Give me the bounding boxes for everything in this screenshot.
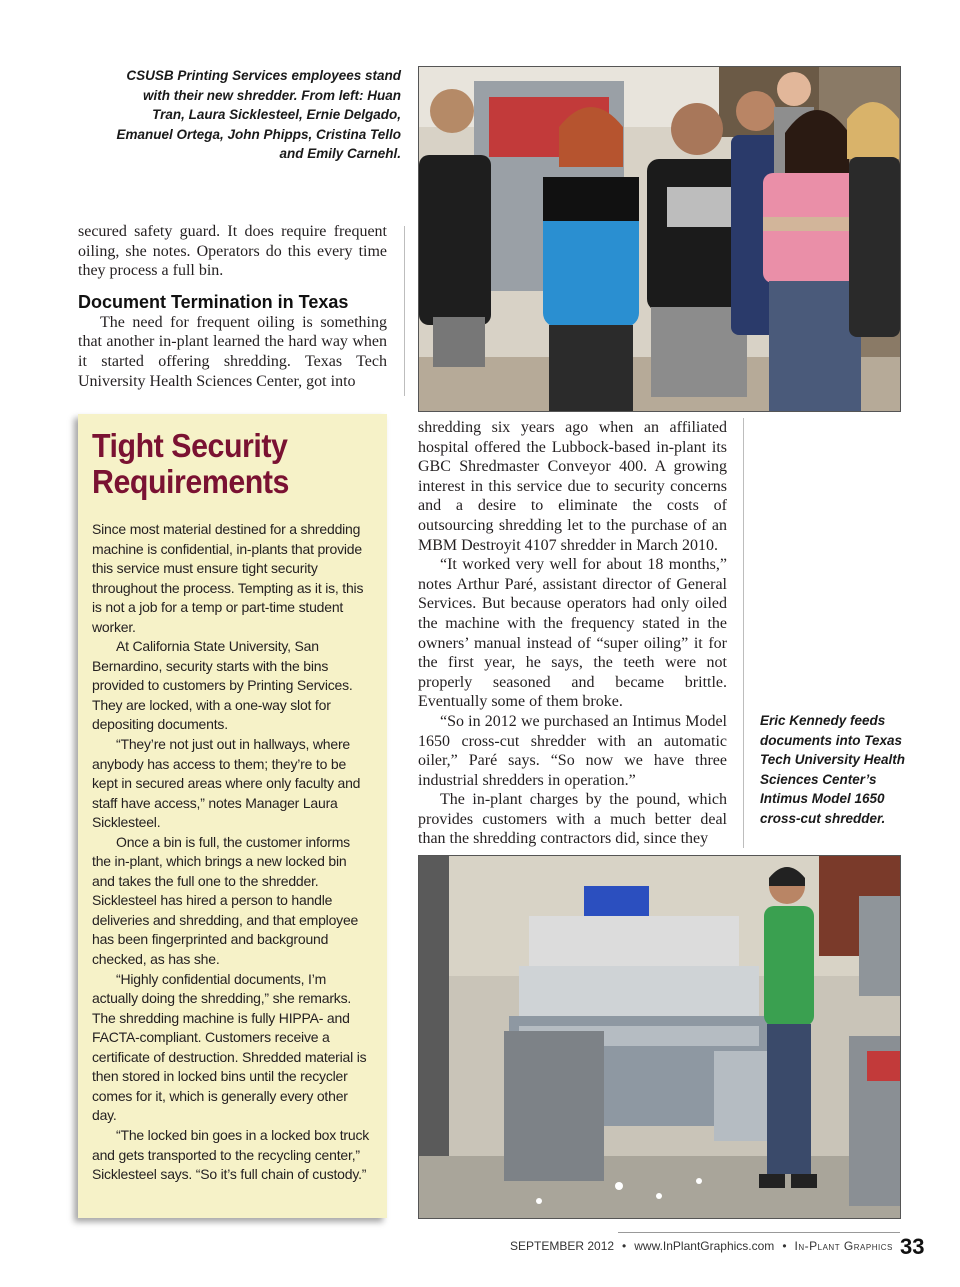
middle-paragraph-2: “It worked very well for about 18 months,” notes Arthur Paré, assistant director of General Services. But because operators had only oiled the machine with the frequency stated in the owners’ manual instead of “super oiling” it for the first year, he says, the teeth were not properly seasoned and became brittle. Eventually some of them broke. xyxy=(418,556,727,711)
middle-paragraph-1: shredding six years ago when an affiliated hospital offered the Lubbock-based in-plant its GBC Shredmaster Conveyor 400. A growing interest in this service due to security concerns and a desire to eliminate the costs of outsourcing shredding let to the purchase of an MBM Destroyit 4107 shredder in March 2010. xyxy=(418,419,727,554)
footer-rule xyxy=(618,1232,900,1233)
section-subhead: Document Termination in Texas xyxy=(78,291,349,312)
page-number: 33 xyxy=(900,1234,925,1259)
column-divider xyxy=(404,226,405,396)
sidebar-paragraph: Once a bin is full, the customer informs the in-plant, which brings a new locked bin and takes the full one to the shredder. Sicklesteel has hired a person to handle deliveries and shredding, and that employee has been fingerprinted and background checked, as has she. xyxy=(92,833,359,968)
sidebar-paragraph: “They’re not just out in hallways, where anybody has access to them; they’re to be kept in secured areas where only faculty and staff have access,” notes Manager Laura Sicklesteel. xyxy=(92,736,361,831)
footer-date: SEPTEMBER 2012 xyxy=(510,1239,615,1253)
sidebar-paragraph: Since most material destined for a shredding machine is confidential, in-plants that provide this service must ensure tight security throughout the process. Tempting as it is, this is not a job for a temp or part-time student worker. xyxy=(92,521,364,635)
bullet-icon: • xyxy=(782,1239,787,1253)
footer-publication: In-Plant Graphics xyxy=(794,1239,893,1253)
sidebar-paragraph: “The locked bin goes in a locked box truck and gets transported to the recycling center,” Sicklesteel says. “So it’s full chain of custody.” xyxy=(92,1126,370,1183)
sidebar-body xyxy=(92,520,372,1185)
employees-photo-illustration xyxy=(419,67,900,411)
sidebar-title-line-2: Requirements xyxy=(92,463,289,500)
sidebar-paragraph: At California State University, San Bernardino, security starts with the bins provided to customers by Printing Services. They are locked, with a one-way slot for depositing documents. xyxy=(92,638,353,733)
sidebar-paragraph: “Highly confidential documents, I’m actually doing the shredding,” she remarks. The shredding machine is fully HIPPA- and FACTA-compliant. Customers receive a certificate of destruction. Shredded material is then stored in locked bins until the recycler comes for it, which is generally every other day. xyxy=(92,970,367,1124)
column-divider-right xyxy=(743,418,744,848)
middle-paragraph-4: The in-plant charges by the pound, which provides customers with a much better deal than the shredding contractors did, since they xyxy=(418,791,727,848)
left-paragraph-1: secured safety guard. It does require frequent oiling, she notes. Operators do this every time they process a full bin. xyxy=(78,223,387,280)
shredder-photo-illustration xyxy=(419,856,900,1218)
sidebar-title-line-1: Tight Security xyxy=(92,427,288,464)
middle-paragraph-3: “So in 2012 we purchased an Intimus Model 1650 cross-cut shredder with an automatic oiler,” Paré says. “So now we have three industrial shredders in operation.” xyxy=(418,712,727,789)
bullet-icon: • xyxy=(622,1239,627,1253)
shredder-photo xyxy=(418,855,901,1219)
left-column-text xyxy=(78,222,387,391)
photo-caption-right: Eric Kennedy feeds documents into Texas Tech University Health Sciences Center’s Intimus Model 1650 cross-cut shredder. xyxy=(760,713,906,826)
middle-column-text xyxy=(418,418,727,849)
employees-group-photo xyxy=(418,66,901,412)
security-sidebar xyxy=(78,414,387,1218)
photo-caption-top: CSUSB Printing Services employees stand with their new shredder. From left: Huan Tran, Laura Sicklesteel, Ernie Delgado, Emanuel Ortega, John Phipps, Cristina Tello and Emily Carnehl. xyxy=(116,68,401,162)
page-footer xyxy=(510,1239,893,1253)
footer-url[interactable]: www.InPlantGraphics.com xyxy=(634,1239,775,1253)
sidebar-title xyxy=(92,428,350,500)
left-paragraph-2: The need for frequent oiling is something that another in-plant learned the hard way when it started offering shredding. Texas Tech University Health Sciences Center, got into xyxy=(78,313,387,390)
